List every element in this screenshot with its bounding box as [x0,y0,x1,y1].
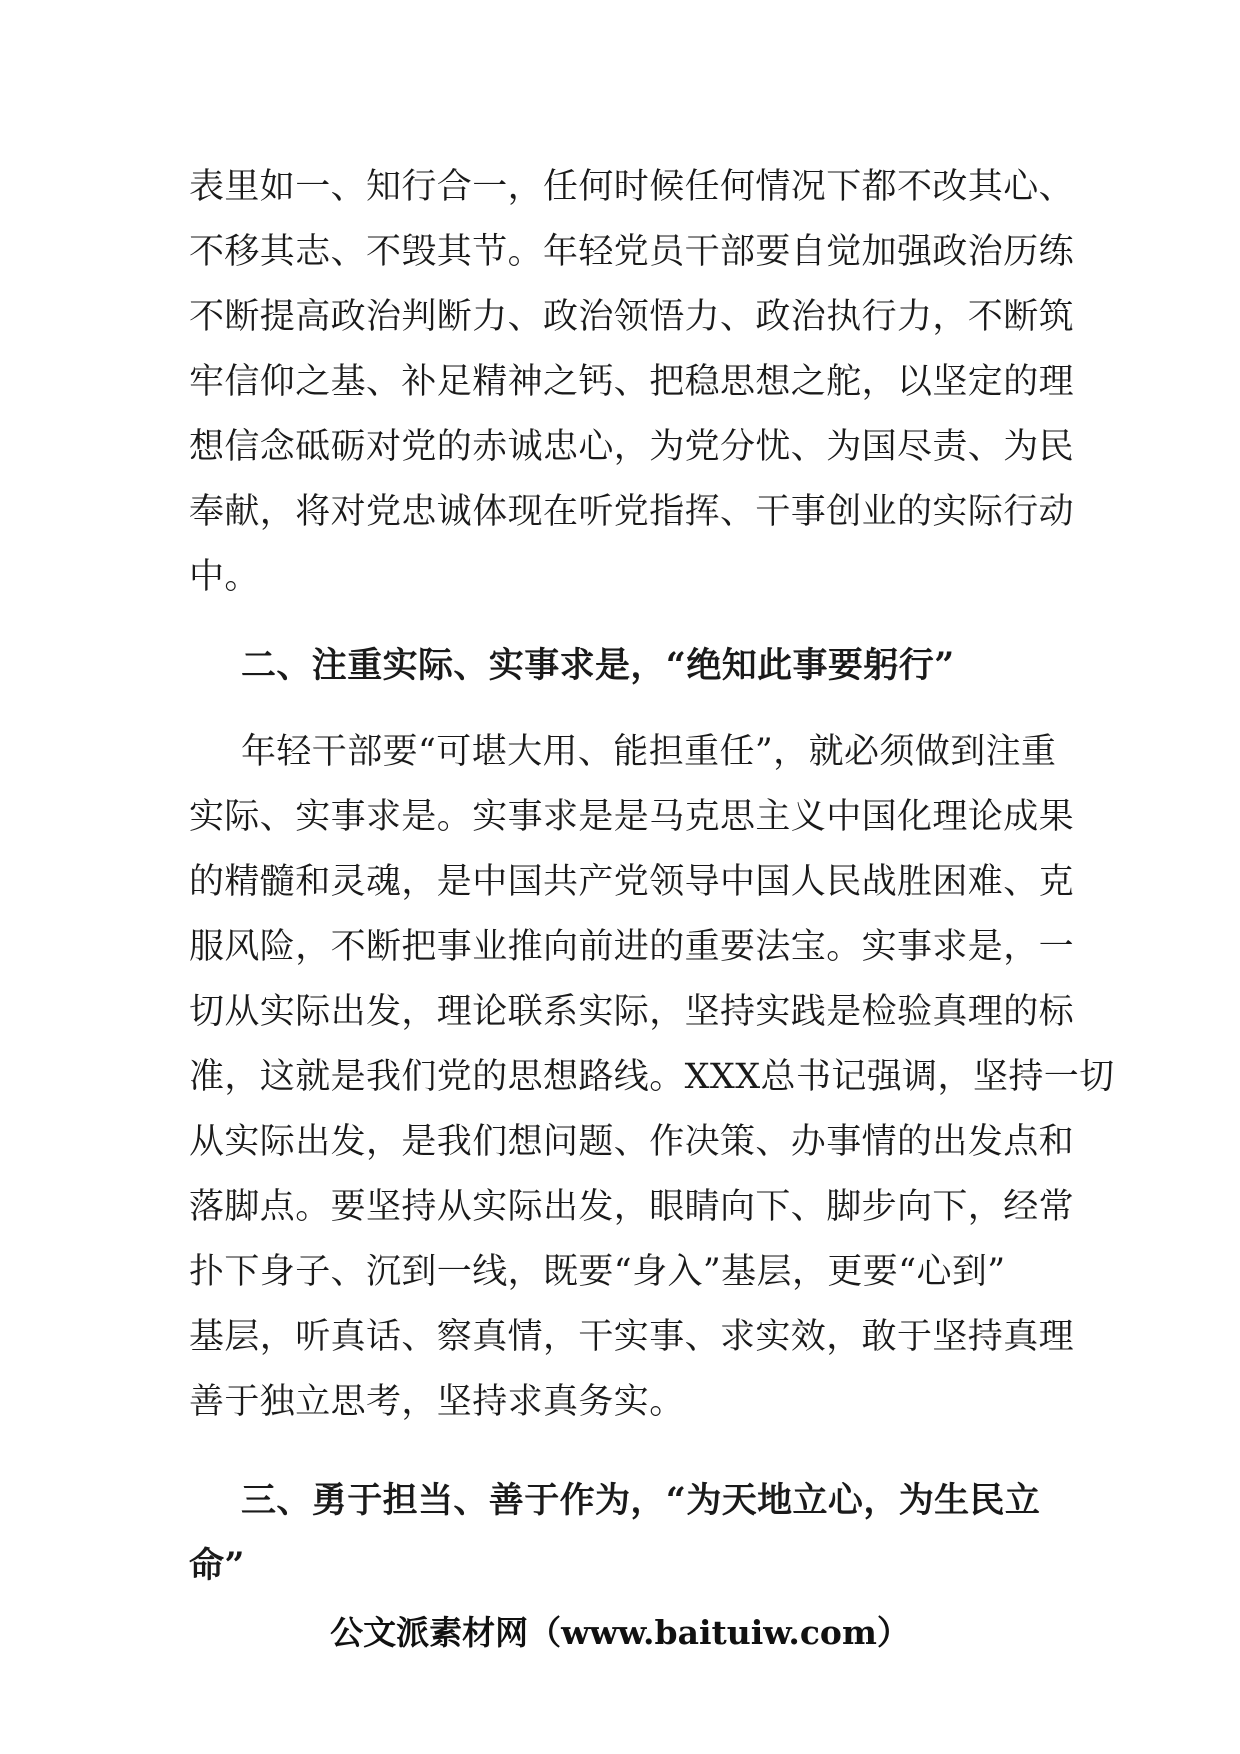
body-paragraph-1 [189,155,1075,610]
heading-text: 命” [189,1545,245,1586]
footer-watermark: 公文派素材网（www.baituiw.com） [330,1613,910,1652]
paragraph-line: 不移其志、不毁其节。年轻党员干部要自觉加强政治历练 [189,232,1075,272]
paragraph-line: 中。 [189,557,260,597]
paragraph-line: 年轻干部要“可堪大用、能担重任”，就必须做到注重 [241,732,1057,772]
paragraph-line: 准，这就是我们党的思想路线。XXX总书记强调，坚持一切 [189,1057,1115,1097]
paragraph-line: 想信念砥砺对党的赤诚忠心，为党分忧、为国尽责、为民 [189,427,1075,467]
paragraph-line: 牢信仰之基、补足精神之钙、把稳思想之舵，以坚定的理 [189,362,1075,402]
section-heading-3 [189,1468,1049,1598]
paragraph-line: 表里如一、知行合一，任何时候任何情况下都不改其心、 [189,167,1075,207]
paragraph-line: 的精髓和灵魂，是中国共产党领导中国人民战胜困难、克 [189,862,1075,902]
paragraph-line: 从实际出发，是我们想问题、作决策、办事情的出发点和 [189,1122,1075,1162]
paragraph-line: 奉献，将对党忠诚体现在听党指挥、干事创业的实际行动 [189,492,1075,532]
paragraph-line: 不断提高政治判断力、政治领悟力、政治执行力，不断筑 [189,297,1075,337]
paragraph-line: 切从实际出发，理论联系实际，坚持实践是检验真理的标 [189,992,1075,1032]
body-paragraph-2 [189,720,1115,1435]
paragraph-line: 落脚点。要坚持从实际出发，眼睛向下、脚步向下，经常 [189,1187,1075,1227]
paragraph-line: 基层，听真话、察真情，干实事、求实效，敢于坚持真理 [189,1317,1075,1357]
heading-text: 三、勇于担当、善于作为，“为天地立心，为生民立 [241,1480,1041,1521]
section-heading-2 [189,633,1049,698]
heading-text: 二、注重实际、实事求是，“绝知此事要躬行” [241,645,955,686]
paragraph-line: 扑下身子、沉到一线，既要“身入”基层，更要“心到” [189,1252,1006,1292]
paragraph-line: 善于独立思考，坚持求真务实。 [189,1382,685,1422]
paragraph-line: 实际、实事求是。实事求是是马克思主义中国化理论成果 [189,797,1075,837]
paragraph-line: 服风险，不断把事业推向前进的重要法宝。实事求是，一 [189,927,1075,967]
